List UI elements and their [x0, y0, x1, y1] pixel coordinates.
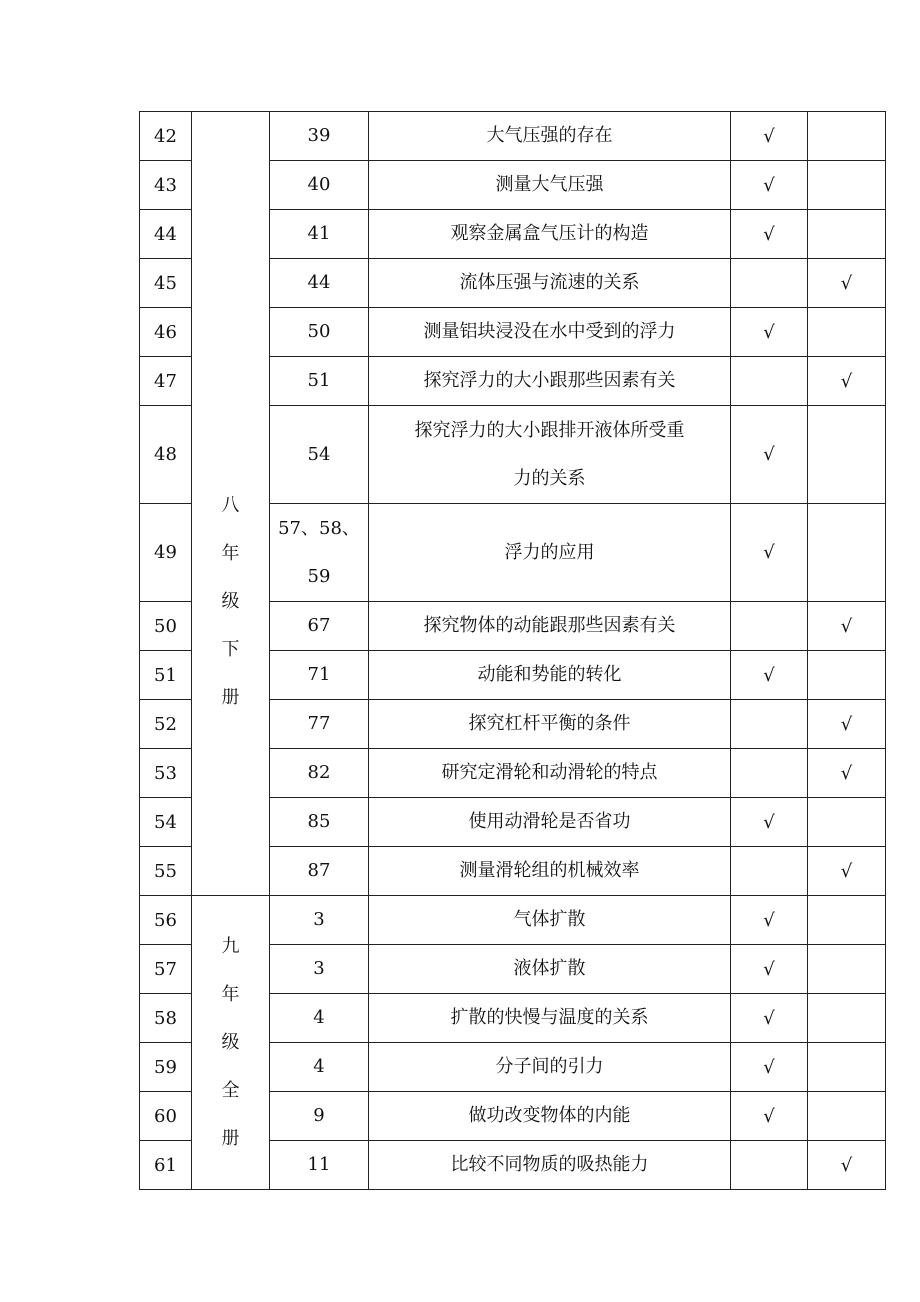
grade-label-char: 册: [221, 686, 240, 708]
cell-text-line: 3: [313, 909, 325, 930]
grade-label-char: 下: [221, 638, 240, 660]
grade-label-char: 级: [221, 1031, 240, 1053]
check-mark-icon: √: [763, 811, 775, 833]
cell-text-line: 9: [313, 1105, 325, 1126]
check-cell-b: [808, 1043, 886, 1092]
check-cell-b: [808, 896, 886, 945]
row-number: 44: [140, 210, 192, 259]
experiment-name: [369, 994, 731, 1043]
grade-label-char: 年: [221, 542, 240, 564]
experiment-name: [369, 112, 731, 161]
cell-text-line: 观察金属盒气压计的构造: [450, 223, 649, 244]
page-number: [270, 651, 369, 700]
cell-text-line: 4: [313, 1056, 325, 1077]
cell-text-line: 3: [313, 958, 325, 979]
page-number: [270, 847, 369, 896]
page-number: [270, 749, 369, 798]
page-number: [270, 504, 369, 602]
page-number: [270, 259, 369, 308]
cell-text-line: 82: [307, 762, 331, 783]
cell-text-line: 动能和势能的转化: [477, 664, 622, 685]
check-cell-b: [808, 1092, 886, 1141]
cell-text-line: 39: [307, 125, 331, 146]
experiment-name: [369, 700, 731, 749]
grade-volume-cell: [192, 112, 270, 896]
cell-text-line: 探究物体的动能跟那些因素有关: [423, 615, 676, 636]
check-mark-icon: √: [763, 125, 775, 147]
cell-text-line: 67: [307, 615, 331, 636]
cell-text-line: 57、58、: [278, 517, 360, 539]
row-number: 53: [140, 749, 192, 798]
grade-label-char: 级: [221, 590, 240, 612]
experiment-name: [369, 749, 731, 798]
check-mark-icon: √: [840, 272, 853, 294]
check-cell-b: [808, 357, 886, 406]
page-number: [270, 112, 369, 161]
check-cell-b: [808, 406, 886, 504]
cell-text-line: 比较不同物质的吸热能力: [450, 1154, 649, 1175]
table-row: [140, 896, 886, 945]
experiment-name: [369, 602, 731, 651]
cell-text-line: 扩散的快慢与温度的关系: [450, 1007, 649, 1028]
cell-text-line: 流体压强与流速的关系: [459, 272, 640, 293]
page-number: [270, 798, 369, 847]
page-number: [270, 1092, 369, 1141]
check-mark-icon: √: [840, 762, 853, 784]
experiment-table: [139, 111, 886, 1190]
page-number: [270, 210, 369, 259]
cell-text-line: 液体扩散: [513, 958, 586, 979]
cell-text-line: 87: [307, 860, 331, 881]
check-cell-a: [731, 847, 808, 896]
experiment-name: [369, 847, 731, 896]
check-mark-icon: √: [840, 370, 853, 392]
page-number: [270, 994, 369, 1043]
grade-volume-label: [192, 923, 269, 1163]
check-mark-icon: √: [763, 664, 775, 686]
experiment-name: [369, 798, 731, 847]
experiment-name: [369, 210, 731, 259]
cell-text-line: 做功改变物体的内能: [468, 1105, 631, 1126]
check-cell-a: [731, 945, 808, 994]
cell-text-line: 气体扩散: [513, 909, 586, 930]
check-cell-b: [808, 847, 886, 896]
check-cell-b: [808, 308, 886, 357]
check-cell-b: [808, 161, 886, 210]
table-row: [140, 112, 886, 161]
experiment-name: [369, 945, 731, 994]
check-mark-icon: √: [763, 909, 775, 931]
check-cell-a: [731, 700, 808, 749]
row-number: 50: [140, 602, 192, 651]
cell-text-line: 59: [307, 565, 331, 587]
cell-text-line: 51: [307, 370, 331, 391]
check-cell-b: [808, 210, 886, 259]
experiment-name: [369, 1092, 731, 1141]
cell-text-line: 探究杠杆平衡的条件: [468, 713, 631, 734]
page-number: [270, 308, 369, 357]
check-mark-icon: √: [840, 713, 853, 735]
row-number: 54: [140, 798, 192, 847]
cell-text-line: 探究浮力的大小跟排开液体所受重: [414, 419, 685, 441]
cell-text-line: 44: [307, 272, 331, 293]
cell-text-line: 77: [307, 713, 331, 734]
check-cell-a: [731, 749, 808, 798]
experiment-name: [369, 896, 731, 945]
cell-text-line: 85: [307, 811, 331, 832]
check-cell-b: [808, 504, 886, 602]
cell-text-line: 大气压强的存在: [486, 125, 613, 146]
cell-text-line: 测量滑轮组的机械效率: [459, 860, 640, 881]
cell-text-line: 54: [307, 443, 331, 465]
check-cell-b: [808, 994, 886, 1043]
check-cell-b: [808, 798, 886, 847]
cell-text-line: 测量大气压强: [495, 174, 604, 195]
experiment-name: [369, 161, 731, 210]
check-cell-a: [731, 651, 808, 700]
row-number: 60: [140, 1092, 192, 1141]
cell-text-line: 测量铝块浸没在水中受到的浮力: [423, 321, 676, 342]
check-mark-icon: √: [763, 1105, 775, 1127]
check-mark-icon: √: [763, 958, 775, 980]
check-cell-a: [731, 161, 808, 210]
row-number: 61: [140, 1141, 192, 1190]
experiment-name: [369, 1043, 731, 1092]
row-number: 47: [140, 357, 192, 406]
row-number: 52: [140, 700, 192, 749]
row-number: 46: [140, 308, 192, 357]
experiment-name: [369, 308, 731, 357]
check-cell-a: [731, 896, 808, 945]
cell-text-line: 40: [307, 174, 331, 195]
row-number: 48: [140, 406, 192, 504]
check-cell-b: [808, 945, 886, 994]
check-cell-a: [731, 994, 808, 1043]
row-number: 49: [140, 504, 192, 602]
check-mark-icon: √: [840, 615, 853, 637]
check-mark-icon: √: [763, 223, 775, 245]
experiment-name: [369, 504, 731, 602]
page-number: [270, 161, 369, 210]
row-number: 58: [140, 994, 192, 1043]
row-number: 57: [140, 945, 192, 994]
cell-text-line: 研究定滑轮和动滑轮的特点: [441, 762, 658, 783]
check-cell-b: [808, 651, 886, 700]
check-cell-b: [808, 700, 886, 749]
page-number: [270, 700, 369, 749]
check-mark-icon: √: [840, 1154, 853, 1176]
page-number: [270, 896, 369, 945]
page-number: [270, 406, 369, 504]
experiment-table-body: [140, 112, 886, 1190]
cell-text-line: 浮力的应用: [504, 541, 595, 563]
check-cell-b: [808, 749, 886, 798]
row-number: 59: [140, 1043, 192, 1092]
check-mark-icon: √: [763, 1007, 775, 1029]
experiment-name: [369, 1141, 731, 1190]
check-cell-b: [808, 602, 886, 651]
check-cell-a: [731, 259, 808, 308]
check-cell-a: [731, 1043, 808, 1092]
check-cell-a: [731, 1141, 808, 1190]
grade-label-char: 册: [221, 1127, 240, 1149]
cell-text-line: 4: [313, 1007, 325, 1028]
experiment-name: [369, 357, 731, 406]
check-cell-b: [808, 112, 886, 161]
page-number: [270, 945, 369, 994]
row-number: 51: [140, 651, 192, 700]
experiment-name: [369, 406, 731, 504]
check-cell-a: [731, 602, 808, 651]
grade-volume-label: [192, 286, 269, 722]
check-mark-icon: √: [763, 542, 775, 563]
grade-label-char: 年: [221, 983, 240, 1005]
grade-label-char: 八: [221, 494, 240, 516]
row-number: 43: [140, 161, 192, 210]
cell-text-line: 使用动滑轮是否省功: [468, 811, 631, 832]
cell-text-line: 41: [307, 223, 331, 244]
cell-text-line: 11: [307, 1154, 331, 1175]
experiment-name: [369, 651, 731, 700]
check-cell-a: [731, 406, 808, 504]
page-number: [270, 602, 369, 651]
cell-text-line: 50: [307, 321, 331, 342]
cell-text-line: 探究浮力的大小跟那些因素有关: [423, 370, 676, 391]
grade-volume-cell: [192, 896, 270, 1190]
check-mark-icon: √: [763, 174, 775, 196]
grade-label-char: 全: [221, 1079, 240, 1101]
page-number: [270, 357, 369, 406]
page-number: [270, 1043, 369, 1092]
cell-text-line: 分子间的引力: [495, 1056, 604, 1077]
check-cell-a: [731, 112, 808, 161]
check-cell-b: [808, 259, 886, 308]
row-number: 45: [140, 259, 192, 308]
check-mark-icon: √: [763, 1056, 775, 1078]
check-cell-a: [731, 798, 808, 847]
check-mark-icon: √: [840, 860, 853, 882]
page-number: [270, 1141, 369, 1190]
row-number: 56: [140, 896, 192, 945]
row-number: 42: [140, 112, 192, 161]
cell-text-line: 71: [307, 664, 331, 685]
check-cell-a: [731, 357, 808, 406]
check-cell-a: [731, 308, 808, 357]
check-mark-icon: √: [763, 321, 775, 343]
cell-text-line: 力的关系: [513, 467, 586, 489]
grade-label-char: 九: [221, 935, 240, 957]
check-cell-a: [731, 1092, 808, 1141]
check-cell-a: [731, 504, 808, 602]
row-number: 55: [140, 847, 192, 896]
check-cell-b: [808, 1141, 886, 1190]
check-mark-icon: √: [763, 444, 775, 465]
experiment-name: [369, 259, 731, 308]
check-cell-a: [731, 210, 808, 259]
